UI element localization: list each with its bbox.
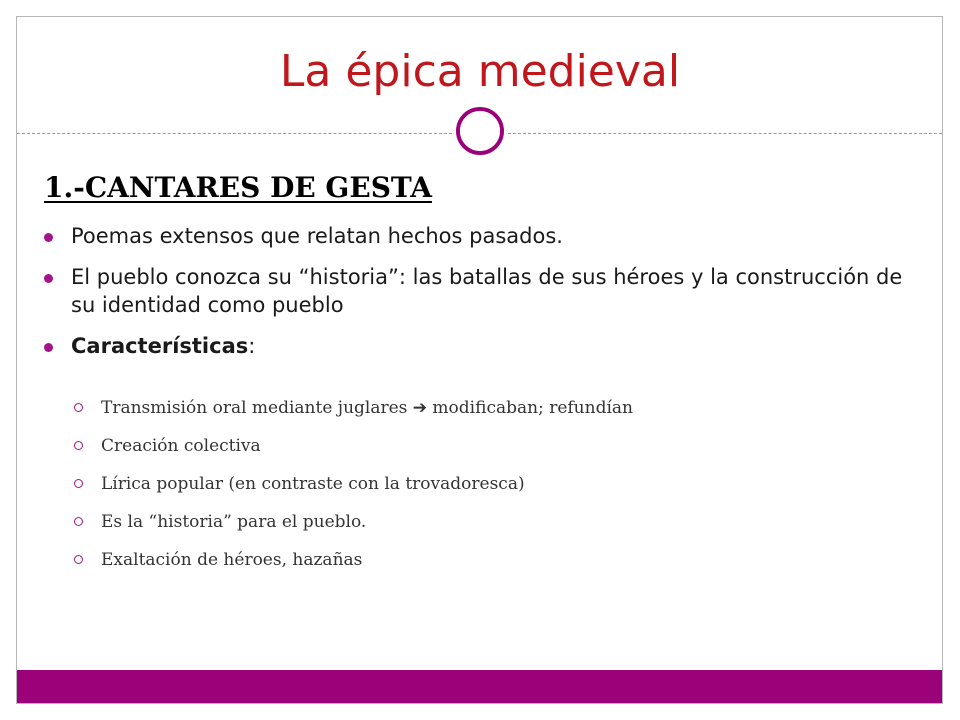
bullet-item (44, 332, 924, 360)
subbullet-item (74, 511, 633, 533)
subbullet-list (74, 397, 633, 587)
title-divider-right (508, 133, 942, 134)
subbullet-item (74, 549, 633, 571)
bullet-item (44, 263, 924, 319)
section-heading: 1.-CANTARES DE GESTA (44, 171, 432, 204)
bullet-dot-icon (44, 274, 53, 283)
circle-emblem-icon (456, 107, 504, 155)
bullet-list (44, 222, 924, 373)
ring-bullet-icon (74, 403, 83, 412)
bullet-text: Poemas extensos que relatan hechos pasados. (71, 224, 563, 248)
ring-bullet-icon (74, 555, 83, 564)
subbullet-text: Transmisión oral mediante juglares ➔ modificaban; refundían (101, 398, 633, 418)
ring-bullet-icon (74, 479, 83, 488)
ring-bullet-icon (74, 441, 83, 450)
bullet-suffix: : (248, 334, 256, 358)
bullet-strong-text: Características (71, 334, 249, 358)
subbullet-item (74, 397, 633, 419)
footer-bar (17, 670, 942, 703)
subbullet-text: Exaltación de héroes, hazañas (101, 550, 363, 570)
subbullet-item (74, 435, 633, 457)
subbullet-item (74, 473, 633, 495)
title-divider-left (17, 133, 452, 134)
bullet-item (44, 222, 924, 250)
ring-bullet-icon (74, 517, 83, 526)
bullet-dot-icon (44, 343, 53, 352)
subbullet-text: Creación colectiva (101, 436, 261, 456)
bullet-dot-icon (44, 233, 53, 242)
bullet-text: El pueblo conozca su “historia”: las batallas de sus héroes y la construcción de su identidad como pueblo (71, 265, 903, 317)
subbullet-text: Es la “historia” para el pueblo. (101, 512, 367, 532)
subbullet-text: Lírica popular (en contraste con la trovadoresca) (101, 474, 525, 494)
slide-title: La épica medieval (279, 46, 681, 97)
